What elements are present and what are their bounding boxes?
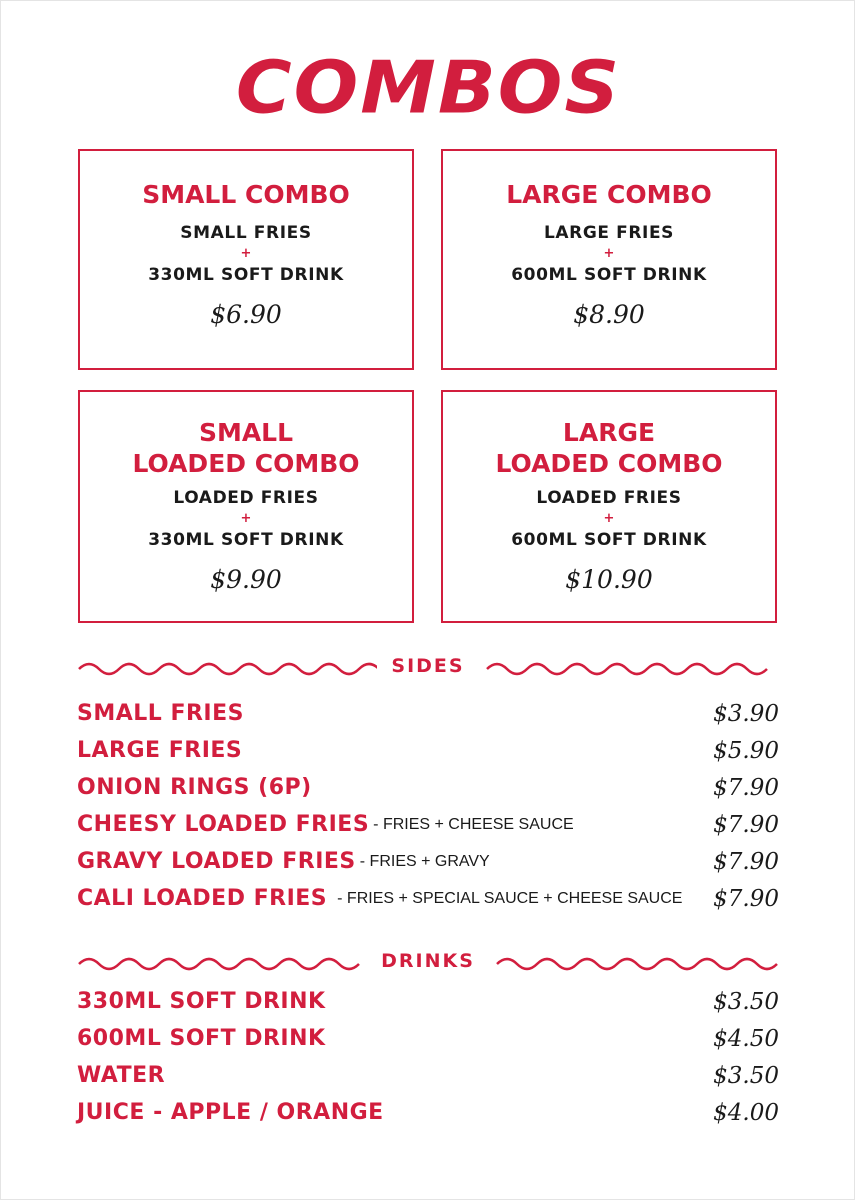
page-title: COMBOS [235, 45, 622, 130]
item-name: 600ML SOFT DRINK [77, 1026, 326, 1051]
menu-row-600ml-drink [77, 1026, 779, 1056]
item-price: $3.90 [713, 701, 779, 727]
item-name: 330ML SOFT DRINK [77, 989, 326, 1014]
item-name: LARGE FRIES [77, 738, 243, 763]
combo-name-line1: LARGE [562, 418, 656, 447]
item-price: $4.00 [713, 1100, 779, 1126]
item-name-group [77, 812, 574, 837]
item-price: $7.90 [713, 886, 779, 912]
menu-row-small-fries [77, 701, 779, 731]
item-price: $7.90 [713, 849, 779, 875]
combo-name-line1: SMALL [198, 418, 294, 447]
wave-right-icon [495, 954, 785, 974]
combo-price: $10.90 [565, 565, 653, 594]
combo-card-large [441, 149, 777, 370]
combo-plus: + [240, 246, 252, 261]
item-name: SMALL FRIES [77, 701, 244, 726]
item-price: $7.90 [713, 775, 779, 801]
item-price: $3.50 [713, 1063, 779, 1089]
menu-row-gravy-loaded-fries [77, 849, 779, 879]
item-description: - FRIES + GRAVY [359, 853, 490, 870]
combo-name: SMALL COMBO [142, 180, 350, 209]
combo-plus: + [240, 511, 252, 526]
menu-row-cali-loaded-fries [77, 886, 779, 916]
menu-row-large-fries [77, 738, 779, 768]
item-name: WATER [77, 1063, 166, 1088]
drinks-divider [77, 948, 779, 978]
item-name: CHEESY LOADED FRIES [77, 812, 370, 837]
combo-card-large-loaded [441, 390, 777, 623]
item-price: $5.90 [713, 738, 779, 764]
item-price: $3.50 [713, 989, 779, 1015]
combo-plus: + [603, 246, 615, 261]
combo-card-small [78, 149, 414, 370]
item-name-group [77, 849, 490, 874]
combo-item-fries: LOADED FRIES [536, 488, 682, 508]
combo-item-fries: LOADED FRIES [173, 488, 319, 508]
combo-price: $6.90 [210, 300, 282, 329]
combo-price: $9.90 [210, 565, 282, 594]
combo-plus: + [603, 511, 615, 526]
menu-row-330ml-drink [77, 989, 779, 1019]
menu-row-water [77, 1063, 779, 1093]
item-description: - FRIES + CHEESE SAUCE [373, 816, 574, 833]
sides-heading: SIDES [391, 655, 465, 677]
menu-row-juice [77, 1100, 779, 1130]
item-name: GRAVY LOADED FRIES [77, 849, 356, 874]
menu-row-cheesy-loaded-fries [77, 812, 779, 842]
combo-card-small-loaded [78, 390, 414, 623]
combo-name-line2: LOADED COMBO [495, 449, 723, 478]
combo-item-drink: 330ML SOFT DRINK [148, 265, 344, 285]
combo-item-drink: 600ML SOFT DRINK [511, 530, 707, 550]
item-name: CALI LOADED FRIES [77, 886, 328, 911]
item-name: ONION RINGS (6P) [77, 775, 312, 800]
combo-item-drink: 600ML SOFT DRINK [511, 265, 707, 285]
sides-divider [77, 653, 779, 683]
combo-item-drink: 330ML SOFT DRINK [148, 530, 344, 550]
item-price: $4.50 [713, 1026, 779, 1052]
wave-line [487, 664, 767, 674]
wave-line [497, 959, 777, 969]
item-name-group [77, 886, 682, 911]
drinks-heading: DRINKS [381, 950, 475, 972]
menu-row-onion-rings [77, 775, 779, 805]
combo-item-fries: SMALL FRIES [180, 223, 312, 243]
item-price: $7.90 [713, 812, 779, 838]
combo-item-fries: LARGE FRIES [543, 223, 675, 243]
combo-name-line2: LOADED COMBO [132, 449, 360, 478]
item-name: JUICE - APPLE / ORANGE [77, 1100, 384, 1125]
combo-price: $8.90 [573, 300, 645, 329]
wave-right-icon [485, 659, 785, 679]
item-description: - FRIES + SPECIAL SAUCE + CHEESE SAUCE [337, 890, 683, 907]
combo-name: LARGE COMBO [506, 180, 712, 209]
